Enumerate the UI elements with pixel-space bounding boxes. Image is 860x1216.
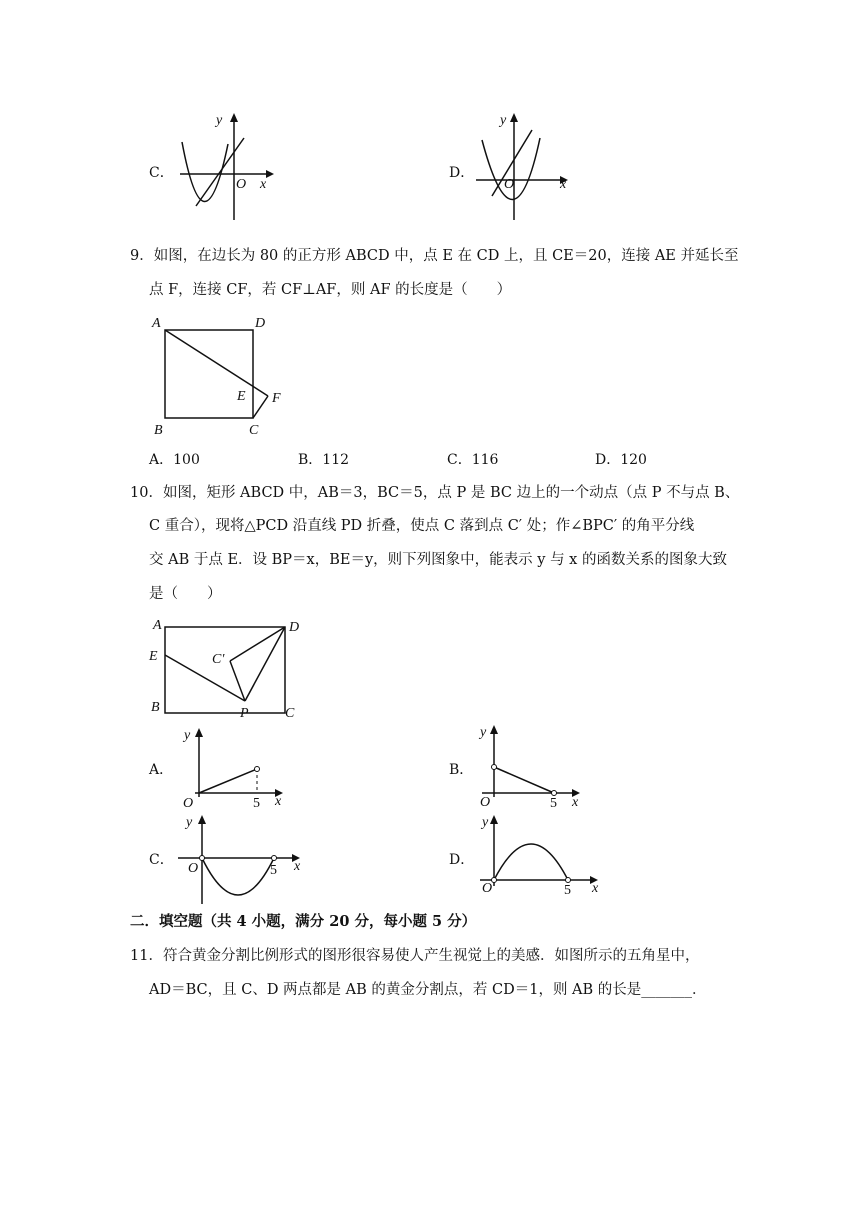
y-axis-label: y	[480, 725, 487, 740]
tick-5-label: 5	[253, 796, 260, 811]
q9-figure-square	[150, 310, 300, 440]
label-p: P	[240, 706, 249, 721]
x-axis-label: x	[294, 859, 301, 874]
tick-5-label: 5	[550, 796, 557, 811]
option-value: 100	[173, 452, 200, 468]
x-axis-label: x	[560, 177, 567, 192]
q10-option-a-graph	[175, 725, 295, 810]
open-endpoint	[272, 856, 277, 861]
q11-text-line2: AD＝BC，且 C、D 两点都是 AB 的黄金分割点，若 CD＝1，则 AB 的长是_______．	[149, 982, 707, 998]
q10-option-b-graph	[470, 722, 590, 811]
q10-text-line3: 交 AB 于点 E．设 BP＝x，BE＝y，则下列图象中，能表示 y 与 x 的函数关系的图象大致	[149, 552, 727, 568]
q11-text-line1: 11．符合黄金分割比例形式的图形很容易使人产生视觉上的美感．如图所示的五角星中，	[130, 948, 700, 964]
label-d: D	[255, 316, 266, 331]
q10-text-line1: 10．如图，矩形 ABCD 中，AB＝3，BC＝5，点 P 是 BC 边上的一个动点（点 P 不与点 B、	[130, 485, 740, 501]
q10-option-b-label: B．	[449, 762, 474, 778]
segment-c-prime-d	[230, 627, 285, 661]
open-endpoint	[255, 767, 260, 772]
origin-label: O	[482, 881, 493, 896]
q8-option-c-label: C．	[149, 165, 174, 181]
option-value: 112	[322, 452, 350, 468]
y-axis-arrow	[198, 815, 206, 824]
option-label: B．	[298, 452, 323, 468]
q10-text-line4: 是（ ）	[149, 586, 222, 602]
graph-segment	[199, 769, 257, 793]
origin-label: O	[480, 795, 491, 810]
tick-5-label: 5	[564, 883, 571, 898]
label-d: D	[289, 620, 300, 635]
q8-option-d-label: D．	[449, 165, 475, 181]
y-axis-label: y	[500, 113, 507, 128]
y-axis-arrow	[490, 815, 498, 824]
open-endpoint	[566, 878, 571, 883]
line	[196, 138, 247, 206]
q8-option-c-graph	[170, 110, 280, 220]
q9-option-d	[595, 450, 647, 470]
y-axis-label: y	[186, 815, 193, 830]
q10-option-c-label: C．	[149, 852, 174, 868]
label-f: F	[272, 391, 281, 406]
square-abcd	[165, 330, 253, 418]
origin-label: O	[188, 861, 199, 876]
q10-text-line2: C 重合），现将△PCD 沿直线 PD 折叠，使点 C 落到点 C′ 处；作∠BPC′ 的角平分线	[149, 518, 695, 534]
y-axis-label: y	[216, 113, 223, 128]
option-label: D．	[595, 452, 621, 468]
open-endpoint	[552, 791, 557, 796]
q10-option-d-graph	[470, 812, 610, 897]
origin-label: O	[504, 177, 515, 192]
label-c-prime: C′	[212, 652, 225, 667]
tick-5-label: 5	[270, 863, 277, 878]
graph-curve	[494, 844, 568, 880]
y-axis-label: y	[184, 728, 191, 743]
segment-ep	[165, 655, 245, 701]
x-axis-label: x	[572, 795, 579, 810]
open-endpoint	[492, 878, 497, 883]
q9-option-a	[149, 450, 200, 470]
option-label: A．	[149, 452, 174, 468]
q10-option-d-label: D．	[449, 852, 475, 868]
q9-text-line2: 点 F，连接 CF，若 CF⊥AF，则 AF 的长度是（ ）	[149, 282, 512, 298]
label-e: E	[237, 389, 246, 404]
x-axis-arrow	[266, 170, 274, 178]
y-axis-arrow	[195, 728, 203, 737]
graph-segment	[494, 767, 554, 793]
section-heading-fill-in: 二．填空题（共 4 小题，满分 20 分，每小题 5 分）	[130, 913, 477, 930]
q9-option-b	[298, 450, 349, 470]
segment-cf	[253, 396, 268, 418]
y-axis-label: y	[482, 815, 489, 830]
origin-label: O	[183, 796, 194, 811]
open-endpoint	[200, 856, 205, 861]
option-value: 116	[471, 452, 499, 468]
label-b: B	[154, 423, 163, 438]
label-e: E	[149, 649, 158, 664]
y-axis-arrow	[510, 113, 518, 122]
q10-option-c-graph	[172, 812, 312, 907]
option-label: C．	[447, 452, 472, 468]
x-axis-label: x	[275, 794, 282, 809]
open-endpoint	[492, 765, 497, 770]
y-axis-arrow	[230, 113, 238, 122]
segment-pd	[245, 627, 285, 701]
q10-option-a-label: A．	[149, 762, 174, 778]
label-b: B	[151, 700, 160, 715]
graph-curve	[202, 858, 274, 895]
origin-label: O	[236, 177, 247, 192]
x-axis-label: x	[592, 881, 599, 896]
q9-option-c	[447, 450, 498, 470]
y-axis-arrow	[490, 725, 498, 734]
rectangle-abcd	[165, 627, 285, 713]
q10-figure-rectangle	[145, 615, 315, 720]
segment-pc-prime	[230, 661, 245, 701]
label-a: A	[152, 316, 161, 331]
option-value: 120	[620, 452, 647, 468]
label-a: A	[153, 618, 162, 633]
q9-text-line1: 9．如图，在边长为 80 的正方形 ABCD 中，点 E 在 CD 上，且 CE＝20，连接 AE 并延长至	[130, 248, 739, 264]
label-c: C	[249, 423, 259, 438]
x-axis-label: x	[260, 177, 267, 192]
q8-option-d-graph	[470, 110, 580, 220]
label-c: C	[285, 706, 295, 721]
